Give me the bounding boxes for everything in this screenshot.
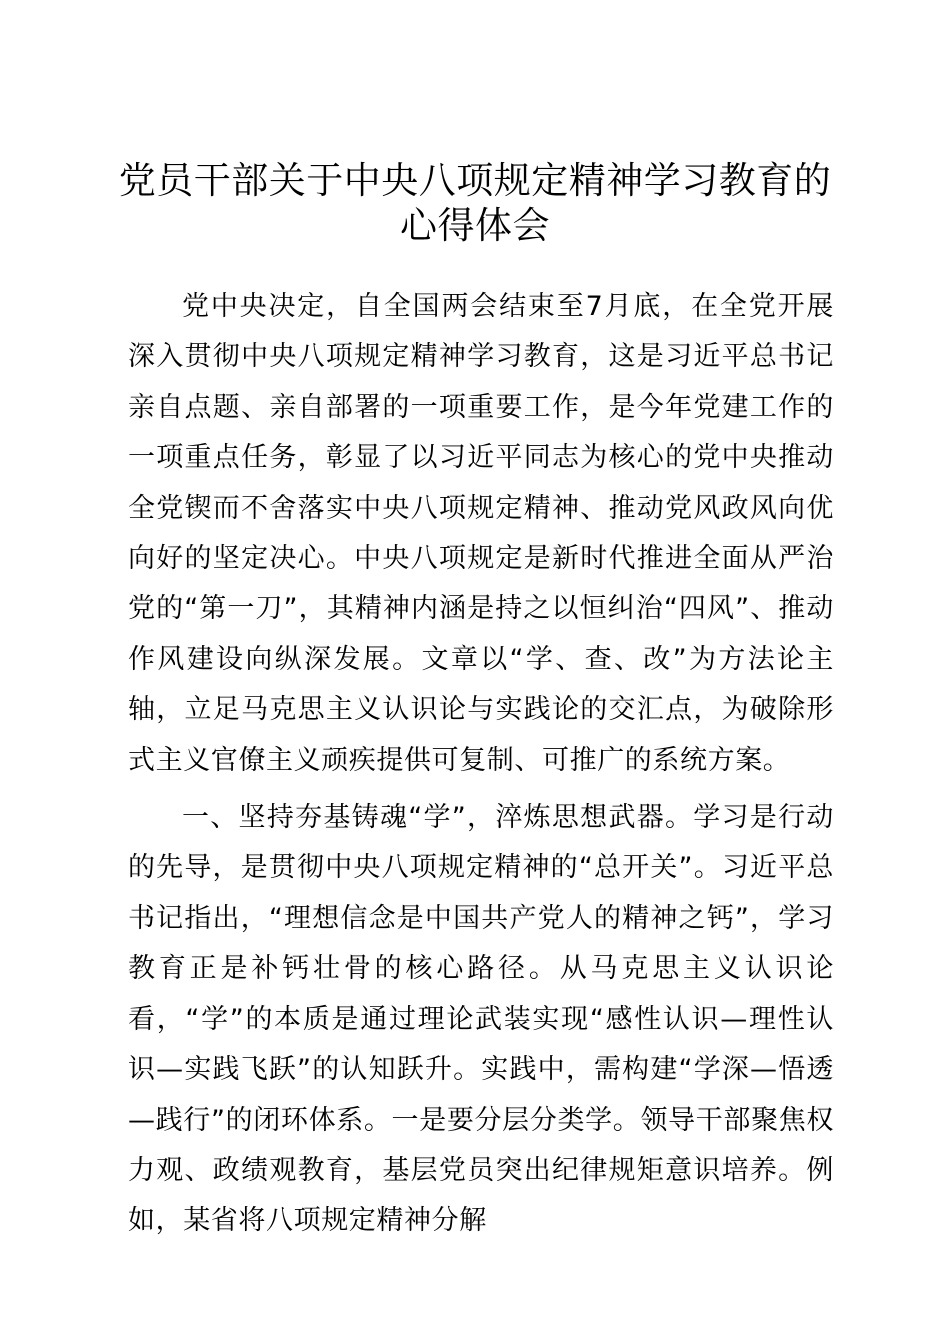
document-body	[128, 282, 834, 1247]
paragraph-intro: 党中央决定，自全国两会结束至7月底，在全党开展深入贯彻中央八项规定精神学习教育，这是习近平总书记亲自点题、亲自部署的一项重要工作，是今年党建工作的一项重点任务，彰显了以习近平同志为核心的党中央推动全党锲而不舍落实中央八项规定精神、推动党风政风向优向好的坚定决心。中央八项规定是新时代推进全面从严治党的“第一刀”，其精神内涵是持之以恒纠治“四风”、推动作风建设向纵深发展。文章以“学、查、改”为方法论主轴，立足马克思主义认识论与实践论的交汇点，为破除形式主义官僚主义顽疾提供可复制、可推广的系统方案。	[128, 291, 834, 776]
paragraph-section-1: 一、坚持夯基铸魂“学”，淬炼思想武器。学习是行动的先导，是贯彻中央八项规定精神的“总开关”。习近平总书记指出，“理想信念是中国共产党人的精神之钙”，学习教育正是补钙壮骨的核心路径。从马克思主义认识论看，“学”的本质是通过理论武装实现“感性认识—理性认识—实践飞跃”的认知跃升。实践中，需构建“学深—悟透—践行”的闭环体系。一是要分层分类学。领导干部聚焦权力观、政绩观教育，基层党员突出纪律规矩意识培养。例如，某省将八项规定精神分解	[128, 802, 834, 1237]
document-title: 党员干部关于中央八项规定精神学习教育的心得体会	[118, 159, 832, 247]
